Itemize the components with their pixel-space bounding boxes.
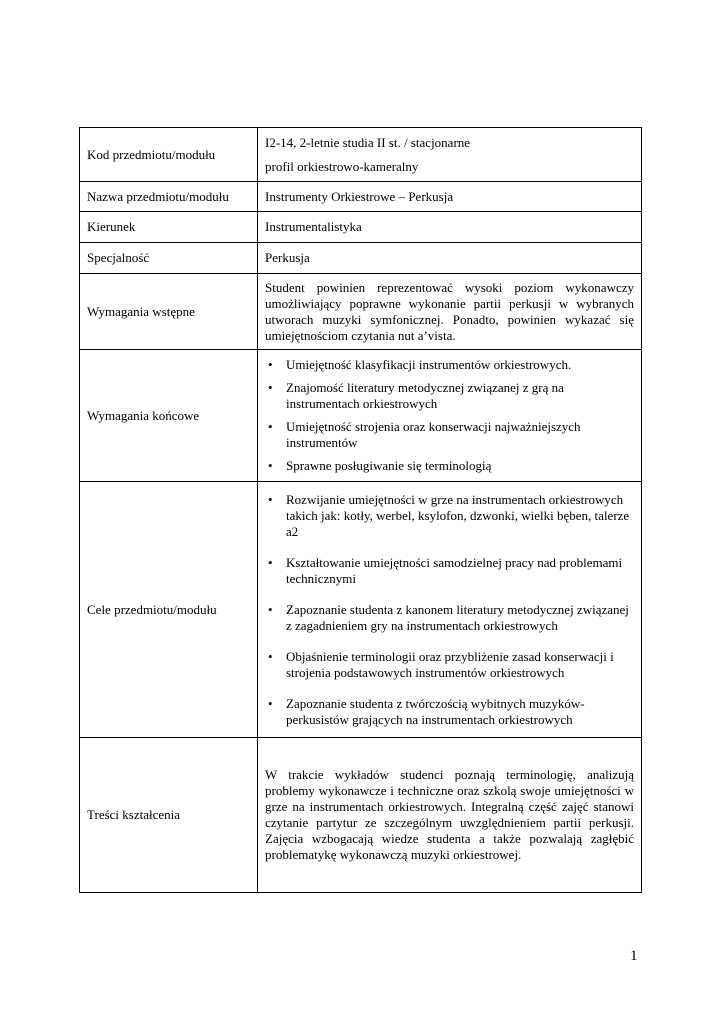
list-item: • Zapoznanie studenta z kanonem literatury metodycznej związanej z zagadnieniem gry na instrumentach orkiestrowych bbox=[265, 602, 634, 634]
value-tresci: W trakcie wykładów studenci poznają terminologię, analizują problemy wykonawcze i techniczne oraz szkolą swoje umiejętności w grze na instrumentach orkiestrowych. Integralną część zajęć stanowi czytanie partytur ze szczególnym uwzględnieniem partii perkusji. Zajęcia wzbogacają wiedze studenta a także pozwalają zagłębić problematykę wykonawczą muzyki orkiestrowej. bbox=[258, 738, 642, 893]
row-cele bbox=[80, 482, 642, 738]
wymagania-koncowe-list bbox=[265, 357, 634, 474]
list-item: • Rozwijanie umiejętności w grze na instrumentach orkiestrowych takich jak: kotły, werbel, ksylofon, dzwonki, wielki bęben, talerze a2 bbox=[265, 492, 634, 540]
list-item: • Sprawne posługiwanie się terminologią bbox=[265, 458, 634, 474]
course-info-table bbox=[79, 127, 642, 893]
list-item: • Zapoznanie studenta z twórczością wybitnych muzyków-perkusistów grających na instrumentach orkiestrowych bbox=[265, 696, 634, 728]
label-nazwa: Nazwa przedmiotu/modułu bbox=[80, 182, 258, 212]
row-kod bbox=[80, 128, 642, 182]
row-nazwa bbox=[80, 182, 642, 212]
value-cele bbox=[258, 482, 642, 738]
page-number: 1 bbox=[630, 948, 638, 964]
row-wymagania-koncowe bbox=[80, 350, 642, 482]
list-item: • Objaśnienie terminologii oraz przybliżenie zasad konserwacji i strojenia podstawowych instrumentów orkiestrowych bbox=[265, 649, 634, 681]
row-kierunek bbox=[80, 212, 642, 243]
value-specjalnosc: Perkusja bbox=[258, 243, 642, 274]
label-kod: Kod przedmiotu/modułu bbox=[80, 128, 258, 182]
list-item: • Kształtowanie umiejętności samodzielnej pracy nad problemami technicznymi bbox=[265, 555, 634, 587]
label-wymagania-wstepne: Wymagania wstępne bbox=[80, 274, 258, 350]
value-kierunek: Instrumentalistyka bbox=[258, 212, 642, 243]
value-kod-line2: profil orkiestrowo-kameralny bbox=[265, 158, 419, 174]
value-wymagania-koncowe bbox=[258, 350, 642, 482]
row-wymagania-wstepne bbox=[80, 274, 642, 350]
label-wymagania-koncowe: Wymagania końcowe bbox=[80, 350, 258, 482]
value-nazwa: Instrumenty Orkiestrowe – Perkusja bbox=[258, 182, 642, 212]
label-cele: Cele przedmiotu/modułu bbox=[80, 482, 258, 738]
cele-list bbox=[265, 492, 634, 728]
label-specjalnosc: Specjalność bbox=[80, 243, 258, 274]
list-item: • Znajomość literatury metodycznej związanej z grą na instrumentach orkiestrowych bbox=[265, 380, 634, 412]
value-kod bbox=[258, 128, 642, 182]
value-kod-line1: I2-14, 2-letnie studia II st. / stacjonarne bbox=[265, 134, 471, 150]
value-wymagania-wstepne: Student powinien reprezentować wysoki poziom wykonawczy umożliwiający poprawne wykonanie partii perkusji w wybranych utworach muzyki symfonicznej. Ponadto, powinien wykazać się umiejętnościom czytania nut a’vista. bbox=[258, 274, 642, 350]
row-specjalnosc bbox=[80, 243, 642, 274]
row-tresci bbox=[80, 738, 642, 893]
list-item: • Umiejętność klasyfikacji instrumentów orkiestrowych. bbox=[265, 357, 634, 373]
label-tresci: Treści kształcenia bbox=[80, 738, 258, 893]
list-item: • Umiejętność strojenia oraz konserwacji najważniejszych instrumentów bbox=[265, 419, 634, 451]
label-kierunek: Kierunek bbox=[80, 212, 258, 243]
